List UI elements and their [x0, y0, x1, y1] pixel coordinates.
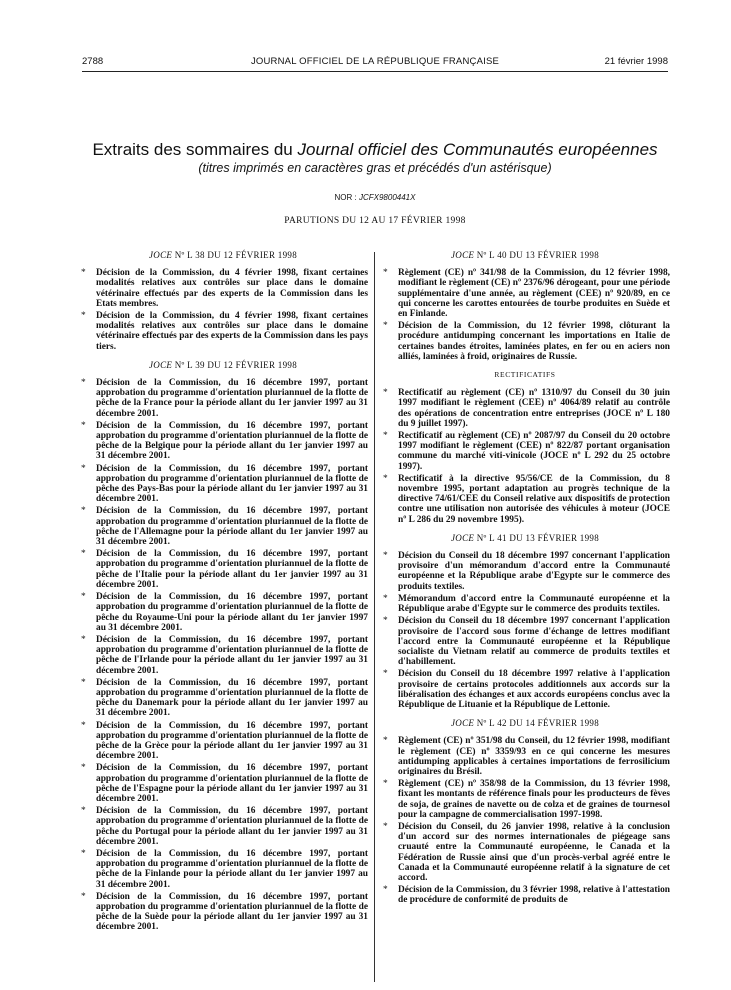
issue-date: 21 février 1998 — [604, 56, 668, 67]
section-heading — [78, 360, 368, 370]
page-number: 2788 — [82, 56, 104, 67]
summary-entry: * Décision de la Commission, du 16 décembre 1997, portant approbation du programme d'orientation pluriannuel de la flotte de pêche du Danemark pour la période allant du 1er janvier 1997 au 31 décembre 2001. — [78, 678, 368, 719]
summary-entry: * Décision de la Commission, du 16 décembre 1997, portant approbation du programme d'orientation pluriannuel de la flotte de pêche de l'Italie pour la période allant du 1er janvier 1997 au 31 décembre 2001. — [78, 549, 368, 590]
summary-entry: * Décision de la Commission, du 16 décembre 1997, portant approbation du programme d'orientation pluriannuel de la flotte de pêche de la Suède pour la période allant du 1er janvier 1997 au 31 décembre 2001. — [78, 892, 368, 933]
issue-ref: Nº L 40 DU 13 FÉVRIER 1998 — [474, 250, 599, 260]
summary-entry: * Décision de la Commission, du 4 février 1998, fixant certaines modalités relatives aux contrôles sur place dans le domaine vétérinaire effectués par des experts de la Commission dans les Etats membres. — [78, 268, 368, 309]
issue-ref: Nº L 39 DU 12 FÉVRIER 1998 — [172, 359, 297, 370]
summary-entry: * Décision de la Commission, du 16 décembre 1997, portant approbation du programme d'orientation pluriannuel de la flotte de pêche de la France pour la période allant du 1er janvier 1997 au 31 décembre 2001. — [78, 378, 368, 419]
title-prefix: Extraits des sommaires du — [92, 140, 298, 159]
summary-entry: * Rectificatif au règlement (CE) nº 2087/97 du Conseil du 20 octobre 1997 modifiant le règlement (CEE) nº 822/87 portant organisation commune du marché viti-vinicole (JOCE nº L 292 du 25 octobre 1997). — [380, 431, 670, 472]
page-title — [82, 140, 668, 160]
summary-entry: * Règlement (CE) nº 351/98 du Conseil, du 12 février 1998, modifiant le règlement (CE) nº 3359/93 en ce qui concerne les mesures antidumping applicables à certaines importations de ferrosilicium originaires du Brésil. — [380, 736, 670, 777]
entry-list — [380, 268, 670, 362]
summary-entry: * Décision de la Commission, du 12 février 1998, clôturant la procédure antidumping concernant les importations en Italie de certaines bandes étroites, laminées plates, en fer ou en aciers non alliés, laminées à froid, originaires de Russie. — [380, 321, 670, 362]
nor-value: JCFX9800441X — [358, 193, 416, 202]
summary-entry: * Règlement (CE) nº 358/98 de la Commission, du 13 février 1998, fixant les montants de référence finals pour les producteurs de fèves de soja, de graines de navette ou de colza et de graines de tournesol pour la campagne de commercialisation 1997-1998. — [380, 779, 670, 820]
joce-label: JOCE — [450, 718, 475, 729]
summary-entry: * Rectificatif à la directive 95/56/CE de la Commission, du 8 novembre 1995, portant adaptation au progrès technique de la directive 74/61/CEE du Conseil relative aux dispositifs de protection contre une utilisation non autorisée des véhicules à moteur (JOCE nº L 286 du 29 novembre 1995). — [380, 474, 670, 525]
joce-label: JOCE — [148, 250, 173, 260]
column-divider — [374, 252, 375, 982]
parutions-heading: PARUTIONS DU 12 AU 17 FÉVRIER 1998 — [284, 216, 466, 226]
issue-ref: Nº L 42 DU 14 FÉVRIER 1998 — [474, 718, 599, 729]
entry-list — [380, 736, 670, 905]
section-heading — [380, 718, 670, 728]
page-header — [82, 56, 668, 70]
summary-entry: * Décision de la Commission, du 16 décembre 1997, portant approbation du programme d'orientation pluriannuel de la flotte de pêche du Royaume-Uni pour la période allant du 1er janvier 1997 au 31 décembre 2001. — [78, 592, 368, 633]
summary-entry: * Décision de la Commission, du 3 février 1998, relative à l'attestation de procédure de conformité de produits de — [380, 885, 670, 905]
right-column — [380, 250, 670, 908]
nor-label: NOR : — [334, 193, 359, 202]
entry-list — [380, 551, 670, 710]
summary-entry: * Décision de la Commission, du 16 décembre 1997, portant approbation du programme d'orientation pluriannuel de la flotte de pêche de la Belgique pour la période allant du 1er janvier 1997 au 31 décembre 2001. — [78, 421, 368, 462]
joce-label: JOCE — [450, 532, 475, 543]
section-heading — [380, 250, 670, 260]
summary-entry: * Décision de la Commission, du 16 décembre 1997, portant approbation du programme d'orientation pluriannuel de la flotte de pêche des Pays-Bas pour la période allant du 1er janvier 1997 au 31 décembre 2001. — [78, 464, 368, 505]
summary-entry: * Décision du Conseil du 18 décembre 1997 concernant l'application provisoire de l'accord sous forme d'échange de lettres modifiant l'accord entre la Communauté européenne et la République socialiste du Vietnam relatif au commerce de produits textiles et d'habillement. — [380, 616, 670, 667]
summary-entry: * Mémorandum d'accord entre la Communauté européenne et la République arabe d'Egypte sur le commerce des produits textiles. — [380, 594, 670, 614]
summary-entry: * Décision de la Commission, du 16 décembre 1997, portant approbation du programme d'orientation pluriannuel de la flotte de pêche de l'Irlande pour la période allant du 1er janvier 1997 au 31 décembre 2001. — [78, 635, 368, 676]
joce-label: JOCE — [148, 359, 173, 370]
summary-entry: * Décision de la Commission, du 16 décembre 1997, portant approbation du programme d'orientation pluriannuel de la flotte de pêche du Portugal pour la période allant du 1er janvier 1997 au 31 décembre 2001. — [78, 806, 368, 847]
summary-entry: * Décision de la Commission, du 16 décembre 1997, portant approbation du programme d'orientation pluriannuel de la flotte de pêche de la Finlande pour la période allant du 1er janvier 1997 au 31 décembre 2001. — [78, 849, 368, 890]
header-rule — [82, 71, 668, 72]
entry-list — [78, 268, 368, 352]
summary-entry: * Décision de la Commission, du 16 décembre 1997, portant approbation du programme d'orientation pluriannuel de la flotte de pêche de l'Espagne pour la période allant du 1er janvier 1997 au 31 décembre 2001. — [78, 763, 368, 804]
rectificatifs-heading: RECTIFICATIFS — [494, 370, 556, 380]
summary-entry: * Décision du Conseil du 18 décembre 1997 relative à l'application provisoire de certains protocoles additionnels aux accords sur la libéralisation des échanges et aux accords européens conclus avec la République de Lituanie et la République de Lettonie. — [380, 669, 670, 710]
joce-label: JOCE — [450, 250, 475, 260]
summary-entry: * Décision du Conseil, du 26 janvier 1998, relative à la conclusion d'un accord sur des normes internationales de piégeage sans cruauté entre la Communauté européenne, le Canada et la Fédération de Russie ainsi que d'un procès-verbal agréé entre le Canada et la Communauté européenne relatif à la signature de cet accord. — [380, 822, 670, 883]
entry-list — [78, 378, 368, 933]
left-column — [78, 250, 368, 935]
summary-entry: * Décision de la Commission, du 16 décembre 1997, portant approbation du programme d'orientation pluriannuel de la flotte de pêche de la Grèce pour la période allant du 1er janvier 1997 au 31 décembre 2001. — [78, 721, 368, 762]
section-heading — [380, 533, 670, 543]
section-heading — [78, 250, 368, 260]
title-italic: Journal officiel des Communautés européennes — [297, 140, 658, 159]
journal-title: JOURNAL OFFICIEL DE LA RÉPUBLIQUE FRANÇAISE — [250, 56, 500, 67]
issue-ref: Nº L 38 DU 12 FÉVRIER 1998 — [172, 250, 297, 260]
page-subtitle: (titres imprimés en caractères gras et précédés d'un astérisque) — [198, 161, 552, 175]
summary-entry: * Rectificatif au règlement (CE) nº 1310/97 du Conseil du 30 juin 1997 modifiant le règlement (CEE) nº 4064/89 relatif au contrôle des opérations de concentration entre entreprises (JOCE nº L 180 du 9 juillet 1997). — [380, 388, 670, 429]
summary-entry: * Décision du Conseil du 18 décembre 1997 concernant l'application provisoire d'un mémorandum d'accord entre la Communauté européenne et la République arabe d'Egypte sur le commerce des produits textiles. — [380, 551, 670, 592]
summary-entry: * Décision de la Commission, du 4 février 1998, fixant certaines modalités relatives aux contrôles sur place dans le domaine vétérinaire effectués par des experts de la Commission dans les pays tiers. — [78, 311, 368, 352]
issue-ref: Nº L 41 DU 13 FÉVRIER 1998 — [474, 532, 599, 543]
entry-list — [380, 388, 670, 525]
nor-reference — [82, 193, 668, 202]
summary-entry: * Décision de la Commission, du 16 décembre 1997, portant approbation du programme d'orientation pluriannuel de la flotte de pêche de l'Allemagne pour la période allant du 1er janvier 1997 au 31 décembre 2001. — [78, 506, 368, 547]
summary-entry: * Règlement (CE) nº 341/98 de la Commission, du 12 février 1998, modifiant le règlement (CE) nº 2376/96 dérogeant, pour une période supplémentaire d'une année, au règlement (CEE) nº 920/89, en ce qui concerne les carottes entourées de tourbe produites en Suède et en Finlande. — [380, 268, 670, 319]
